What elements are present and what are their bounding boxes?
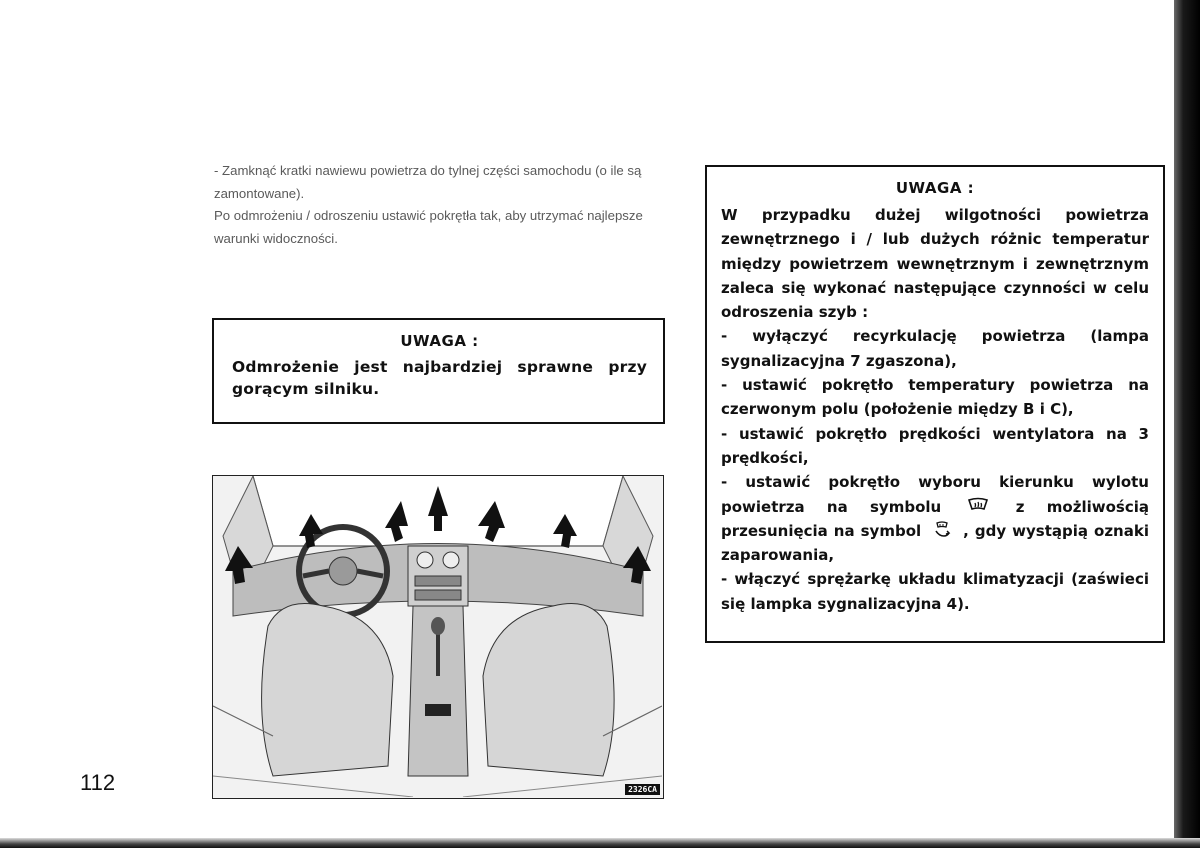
- warning-step-4: [721, 470, 1149, 567]
- warning-step-2: - ustawić pokrętło temperatury powietrza na czerwonym polu (położenie między B i C),: [721, 376, 1149, 419]
- warning-box-demist: [705, 165, 1165, 643]
- intro-text: [214, 160, 670, 250]
- step-4-text-c: , gdy wystąpią oznaki zaparowania,: [721, 521, 1149, 565]
- step-4-text-a: - ustawić pokrętło wyboru kierunku wylotu powietrza na symbolu: [721, 473, 1149, 516]
- warning-body: [721, 203, 1149, 616]
- warning-body: Odmrożenie jest najbardziej sprawne przy gorącym silniku.: [232, 358, 647, 398]
- page-bottom-edge: [0, 838, 1200, 848]
- foot-defrost-icon: [931, 521, 953, 539]
- intro-paragraph-1: - Zamknąć kratki nawiewu powietrza do tylnej części samochodu (o ile są zamontowane).: [214, 163, 642, 201]
- book-spine-shadow: [1174, 0, 1200, 848]
- warning-title: UWAGA :: [895, 179, 975, 197]
- warning-step-3: - ustawić pokrętło prędkości wentylatora na 3 prędkości,: [721, 424, 1149, 467]
- intro-paragraph-2: Po odmrożeniu / odroszeniu ustawić pokrętła tak, aby utrzymać najlepsze warunki widoczności.: [214, 208, 643, 246]
- warning-step-5: - włączyć sprężarkę układu klimatyzacji (zaświeci się lampka sygnalizacyjna 4).: [721, 570, 1149, 613]
- warning-step-1: - wyłączyć recyrkulację powietrza (lampa sygnalizacyjna 7 zgaszona),: [721, 327, 1149, 370]
- car-interior-drawing: [213, 476, 662, 797]
- windshield-defrost-icon: [967, 497, 989, 515]
- warning-title: UWAGA :: [400, 332, 479, 350]
- warning-lead: W przypadku dużej wilgotności powietrza zewnętrznego i / lub dużych różnic temperatur między powietrzem wewnętrznym i zewnętrznym zaleca się wykonać następujące czynności w celu odroszenia szyb :: [721, 206, 1149, 322]
- page-number: 112: [80, 770, 116, 795]
- warning-box-defrost: [212, 318, 665, 424]
- car-interior-airflow-illustration: [212, 475, 664, 799]
- step-4-text-b: z możliwością przesunięcia na symbol: [721, 497, 1149, 540]
- figure-code: 2326CA: [625, 784, 660, 795]
